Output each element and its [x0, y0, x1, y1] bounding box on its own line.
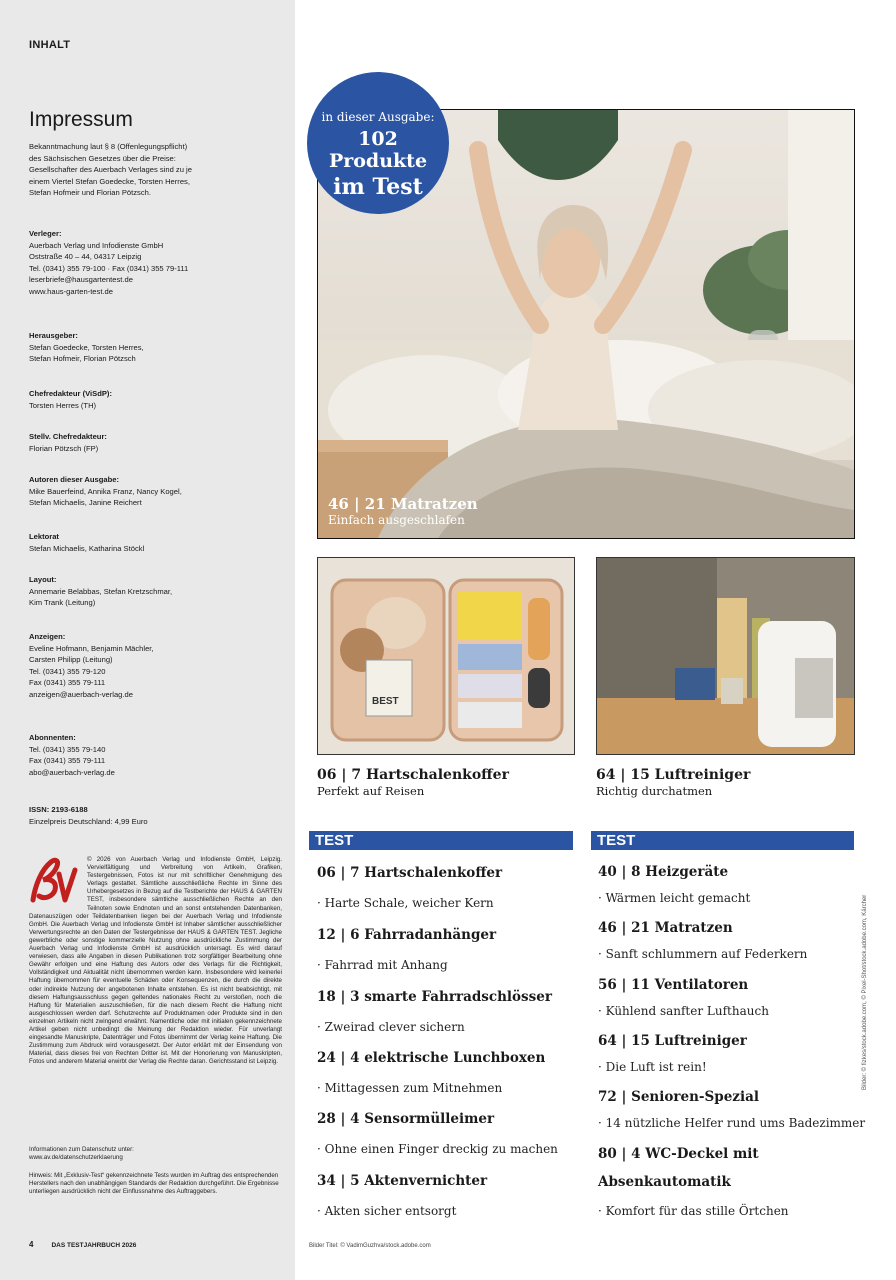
toc-subline: · Fahrrad mit Anhang [317, 958, 448, 972]
toc-subline: · Zweirad clever sichern [317, 1020, 465, 1034]
book-label: BEST [372, 696, 399, 707]
datenschutz-note: Informationen zum Datenschutz unter: www.av.de/datenschutzerklaerung [29, 1146, 134, 1162]
toc-subline: · Ohne einen Finger dreckig zu machen [317, 1142, 558, 1156]
toc-item[interactable]: 18 | 3 smarte Fahrradschlösser [317, 989, 552, 1005]
open-suitcase-image [318, 558, 574, 754]
toc-subline: · Wärmen leicht gemacht [598, 891, 751, 905]
page-number: 4 [29, 1240, 34, 1249]
section-label: INHALT [29, 39, 71, 51]
stellv-chefredakteur-block: Stellv. Chefredakteur: Florian Pötzsch (FP) [29, 432, 107, 453]
toc-subline: · Komfort für das stille Örtchen [598, 1204, 789, 1218]
photo-credit-cover: Bilder Titel: © VadimGuzhva/stock.adobe.com [309, 1243, 431, 1249]
toc-item[interactable]: 24 | 4 elektrische Lunchboxen [317, 1050, 546, 1066]
auerbach-logo-icon [29, 856, 81, 904]
issue-badge: in dieser Ausgabe: 102 Produkte im Test [307, 72, 449, 214]
toc-item[interactable]: 28 | 4 Sensormülleimer [317, 1111, 495, 1127]
toc-item[interactable]: 80 | 4 WC-Deckel mit Absenkautomatik [598, 1146, 759, 1190]
verleger-block: Verleger: Auerbach Verlag und Infodienste GmbH Oststraße 40 – 44, 04317 Leipzig Tel. (0341) 355 79-100 · Fax (0341) 355 79-111 leserbriefe@hausgartentest.de www.haus-garten-test.de [29, 229, 189, 296]
magazine-name: DAS TESTJAHRBUCH 2026 [51, 1242, 137, 1249]
toc-item[interactable]: 40 | 8 Heizgeräte [598, 864, 729, 880]
feature-caption-koffer: 06 | 7 Hartschalenkoffer Perfekt auf Reisen [317, 767, 509, 798]
legal-notice: © 2026 von Auerbach Verlag und Infodienste GmbH, Leipzig. Vervielfältigung und Verbreitung von Artikeln, Grafiken, Testergebnissen, Fotos ist nur mit schriftlicher Genehmigung des Verlags gestattet. Sämtliche ausschließliche Rechte im Sinne des Urhebergesetzes in Bezug auf die Testberichte der HAUS & GARTEN TEST, insbesondere sämtliche ausschließlichen Rechte an den Teilnoten sowie Endnoten und an sonst entstehenden Datenbanken, Datenauszügen oder Teildatenbanken liegen bei der Auerbach Verlag und Infodienste GmbH. Die Auerbach Verlag und Infodienste GmbH ist Inhaber sämtlicher ausschließlicher Verwertungsrechte an den Daten der Testergebnisse der HAUS & GARTEN TEST. Jegliche gewerbliche oder sonstige kommerzielle Nutzung ohne ausdrückliche Zustimmung der Auerbach Verlag und Infodienste GmbH ist ausdrücklich untersagt. Es wird darauf verwiesen, dass alle Angaben in diesen Publikationen trotz sorgfältiger Bearbeitung ohne Gewähr erfolgen und eine Haftung des Autors oder des Verlags für die Richtigkeit, Vollständigkeit und Aktualität nicht übernommen werden kann. Insbesondere wird keinerlei Haftung übernommen für eventuelle Schäden oder Konsequenzen, die durch die direkte oder indirekte Nutzung der angebotenen Inhalte entstehen. Es ist nicht beabsichtigt, mit diesem Haftungsausschluss gegen geltendes nationales Recht zu verstoßen, noch die Haftung für Materialien auszuschließen, für die nach diesem Recht die Haftung nicht ausgeschlossen werden darf. Schutzrechte auf Produktnamen oder Produkte sind in den einzelnen Artikeln nicht zwingend erwähnt. Namentliche oder mit initialen gekennzeichnete Artikel geben nicht unbedingt die Meinung der Redaktion wieder. Für unverlangt eingesandte Manuskripte, Datenträger und Fotos übernimmt der Verlag keine Haftung. Die Zustimmung zum Abdruck wird vorausgesetzt. Der Autor erklärt mit der Einsendung von Material, dass dieses frei von Rechten Dritter ist. Mit der Honorierung von Manuskripten, Fotos und anderem Material erwirbt der Verlag die Rechte daran. Gerichtsstand ist Leipzig. [29, 856, 282, 1066]
herausgeber-block: Herausgeber: Stefan Goedecke, Torsten Herres, Stefan Hofmeir, Florian Pötzsch [29, 331, 144, 364]
chefredakteur-block: Chefredakteur (ViSdP): Torsten Herres (TH) [29, 389, 112, 410]
lektorat-block: Lektorat Stefan Michaelis, Katharina Stöckl [29, 532, 145, 553]
page-footer [29, 1240, 136, 1249]
toc-item[interactable]: 46 | 21 Matratzen [598, 920, 733, 936]
air-purifier-image [597, 558, 854, 754]
toc-subline: · Die Luft ist rein! [598, 1060, 707, 1074]
toc-item[interactable]: 72 | Senioren-Spezial [598, 1089, 759, 1105]
feature-image-koffer [317, 557, 575, 755]
toc-item[interactable]: 12 | 6 Fahrradanhänger [317, 927, 497, 943]
photo-credit-side: Bilder: © fizkes/stock.adobe.com, © Pixel-Shot/stock.adobe.com, Kärcher [862, 894, 868, 1090]
hinweis-note: Hinweis: Mit „Exklusiv-Test“ gekennzeichnete Tests wurden im Auftrag des entsprechenden Herstellers nach den unabhängigen Standards der Redaktion durchgeführt. Die Ergebnisse unterliegen ausdrücklich nicht der Einflussnahme des Auftraggebers. [29, 1172, 279, 1196]
feature-caption-luftreiniger: 64 | 15 Luftreiniger Richtig durchatmen [596, 767, 751, 798]
toc-subline: · Mittagessen zum Mitnehmen [317, 1081, 503, 1095]
anzeigen-block: Anzeigen: Eveline Hofmann, Benjamin Mächler, Carsten Philipp (Leitung) Tel. (0341) 355 79-120 Fax (0341) 355 79-111 anzeigen@auerbach-verlag.de [29, 632, 154, 699]
impressum-intro: Bekanntmachung laut § 8 (Offenlegungspflicht) des Sächsischen Gesetzes über die Preise: Gesellschafter des Auerbach Verlages sind zu je einem Viertel Stefan Goedecke, Torsten Herres, Stefan Hofmeir und Florian Pötzsch. [29, 142, 192, 198]
toc-right-header: TEST [591, 831, 854, 850]
toc-subline: · Harte Schale, weicher Kern [317, 896, 494, 910]
toc-item[interactable]: 56 | 11 Ventilatoren [598, 977, 749, 993]
toc-item[interactable]: 34 | 5 Aktenvernichter [317, 1173, 488, 1189]
autoren-block: Autoren dieser Ausgabe: Mike Bauerfeind, Annika Franz, Nancy Kogel, Stefan Michaelis, Janine Reichert [29, 475, 182, 508]
feature-image-luftreiniger [596, 557, 855, 755]
toc-left-header: TEST [309, 831, 573, 850]
toc-subline: · Sanft schlummern auf Federkern [598, 947, 808, 961]
toc-subline: · 14 nützliche Helfer rund ums Badezimmer [598, 1116, 866, 1130]
toc-subline: · Akten sicher entsorgt [317, 1204, 457, 1218]
issn-block: ISSN: 2193-6188 Einzelpreis Deutschland: 4,99 Euro [29, 805, 148, 826]
toc-subline: · Kühlend sanfter Lufthauch [598, 1004, 769, 1018]
hero-caption: 46 | 21 Matratzen Einfach ausgeschlafen [328, 495, 478, 527]
impressum-title: Impressum [29, 108, 133, 131]
abonnenten-block: Abonnenten: Tel. (0341) 355 79-140 Fax (0341) 355 79-111 abo@auerbach-verlag.de [29, 733, 115, 777]
impressum-sidebar [0, 0, 295, 1280]
layout-block: Layout: Annemarie Belabbas, Stefan Kretzschmar, Kim Trank (Leitung) [29, 575, 173, 608]
toc-item[interactable]: 64 | 15 Luftreiniger [598, 1033, 747, 1049]
toc-item[interactable]: 06 | 7 Hartschalenkoffer [317, 865, 503, 881]
